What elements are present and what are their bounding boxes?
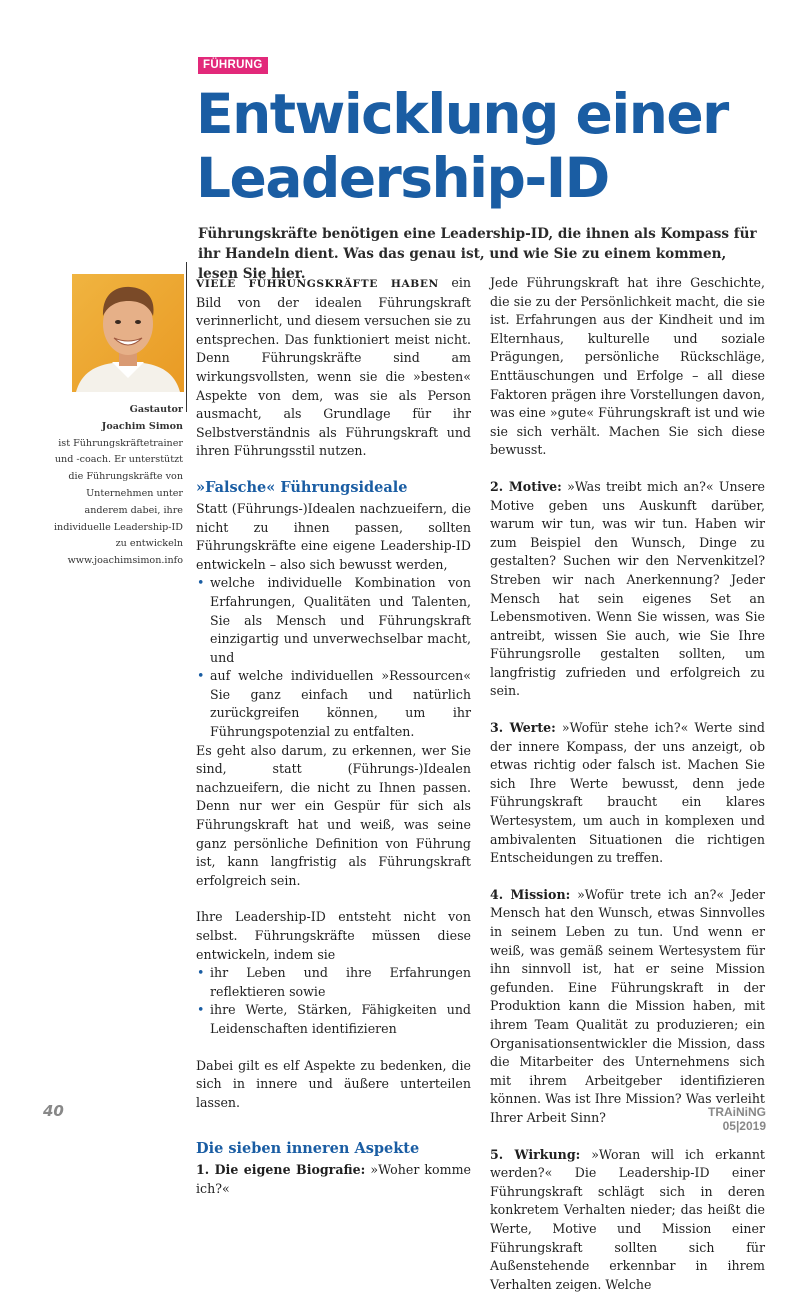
paragraph: Dabei gilt es elf Aspekte zu bedenken, die sich in innere und äußere unterteilen lassen. bbox=[196, 1057, 471, 1110]
page-number: 40 bbox=[43, 1102, 64, 1120]
column-divider bbox=[186, 262, 187, 412]
aspect-item bbox=[490, 886, 765, 1128]
intro-lead-in: VIELE FÜHRUNGSKRÄFTE HABEN bbox=[196, 278, 439, 290]
paragraph: Statt (Führungs-)Idealen nachzueifern, die nicht zu ihnen passen, sollten Führungskräfte eine eigene Leadership-ID entwickeln – also sich bewusst werden, bbox=[196, 500, 471, 572]
magazine-footer: TRAiNiNG 05|2019 bbox=[708, 1105, 766, 1133]
list-item: • ihr Leben und ihre Erfahrungen reflektieren sowie bbox=[196, 964, 471, 1001]
list-item: • auf welche individuellen »Ressourcen« Sie ganz einfach und natürlich zurückgreifen können, um ihr Führungspotenzial zu entfalten. bbox=[196, 667, 471, 741]
aspect-text: »Wofür stehe ich?« Werte sind der innere Kompass, der uns anzeigt, ob etwas richtig oder falsch ist. Machen Sie sich Ihre Werte bewusst, denn jede Führungskraft braucht ein klares Wertesystem, um auch in komplexen und ambivalenten Situationen die richtigen Entscheidungen zu treffen. bbox=[490, 720, 765, 866]
intro-paragraph bbox=[196, 274, 471, 461]
aspect-text: »Wofür trete ich an?« Jeder Mensch hat den Wunsch, etwas Sinnvolles in seinem Leben zu tun. Und wenn er weiß, was gemäß seinem Wertesystem für ihn sinnvoll ist, hat er seine Mission gefunden. Eine Führungskraft in der Produktion kann die Mission haben, mit ihrem Team Qualität zu produzieren; ein Organisationsentwickler die Mission, dass die Mitarbeiter des Unternehmens sich mit ihrem Arbeitgeber identifizieren können. Was ist Ihre Mission? Was verleiht Ihrer Arbeit Sinn? bbox=[490, 886, 765, 1125]
author-website[interactable]: www.joachimsimon.info bbox=[67, 555, 183, 567]
aspect-label: 4. Mission: bbox=[490, 886, 571, 902]
paragraph: Es geht also darum, zu erkennen, wer Sie sind, statt (Führungs-)Idealen nachzueifern, die nicht zu Ihnen passen. Denn nur wer ein Gespür für sich als Führungskraft hat und weiß, was seine ganz persönliche Definition von Führung ist, kann langfristig als Führungskraft erfolgreich sein. bbox=[196, 742, 471, 888]
aspect-text: »Woher komme ich?« bbox=[196, 1162, 471, 1196]
author-bio: ist Führungskräftetrainer und -coach. Er unterstützt die Führungskräfte von Unternehmen unter anderem dabei, ihre individuelle Leadership-ID zu entwickeln bbox=[53, 437, 183, 550]
author-name: Joachim Simon bbox=[101, 420, 183, 432]
author-caption bbox=[40, 402, 183, 570]
aspect-label: 3. Werte: bbox=[490, 720, 556, 736]
paragraph: Ihre Leadership-ID entsteht nicht von selbst. Führungskräfte müssen diese entwickeln, indem sie bbox=[196, 909, 471, 962]
article-column-1 bbox=[196, 274, 471, 1199]
aspect-label: 1. Die eigene Biografie: bbox=[196, 1162, 366, 1178]
section-tag: FÜHRUNG bbox=[198, 57, 268, 74]
aspect-item bbox=[196, 1161, 471, 1198]
aspect-text: »Woran will ich erkannt werden?« Die Leadership-ID einer Führungskraft schlägt sich in deren konkretem Verhalten nieder; das heißt die Werte, Motive und Mission einer Führungskraft sollten sich für Außenstehende erkennbar in ihrem Verhalten zeigen. Welche bbox=[490, 1146, 765, 1292]
aspect-label: 5. Wirkung: bbox=[490, 1146, 581, 1162]
article-column-2 bbox=[490, 274, 765, 1294]
intro-text: ein Bild von der idealen Führungskraft verinnerlicht, und diesem versuchen sie zu entsprechen. Das funktioniert meist nicht. Denn Führungskräfte sind am wirkungsvollsten, wenn sie die »besten« Aspekte von dem, was sie als Person ausmacht, als Grundlage für ihr Selbstverständnis als Führungskraft und ihren Führungsstil nutzen. bbox=[196, 275, 471, 459]
bullet-list bbox=[196, 574, 471, 741]
bullet-list bbox=[196, 964, 471, 1038]
aspect-text: »Was treibt mich an?« Unsere Motive geben uns Auskunft darüber, warum wir tun, was wir tun. Haben wir zum Beispiel den Wunsch, Dinge zu gestalten? Suchen wir den Nervenkitzel? Streben wir nach Anerkennung? Jeder Mensch hat sein eigenes Set an Lebensmotiven. Wenn Sie wissen, was Sie antreibt, wissen Sie auch, wie Sie Ihre Führungsrolle gestalten sollten, um langfristig zufrieden und erfolgreich zu sein. bbox=[490, 478, 765, 699]
paragraph: Jede Führungskraft hat ihre Geschichte, die sie zu der Persönlichkeit macht, die sie ist. Erfahrungen aus der Kindheit und im Elternhaus, kulturelle und soziale Prägungen, persönliche Rückschläge, Enttäuschungen und Erfolge – all diese Faktoren prägen ihre Vorstellungen davon, was eine »gute« Führungskraft ist und wie sie sich verhält. Machen Sie sich diese bewusst. bbox=[490, 275, 765, 458]
aspect-label: 2. Motive: bbox=[490, 478, 562, 494]
heading-innere-aspekte: Die sieben inneren Aspekte bbox=[196, 1140, 420, 1158]
aspect-item bbox=[490, 1146, 765, 1294]
aspect-item bbox=[490, 719, 765, 868]
author-photo bbox=[72, 274, 184, 392]
heading-falsche-fuehrungsideale: »Falsche« Führungsideale bbox=[196, 478, 408, 496]
article-title: Entwicklung einer Leadership-ID bbox=[196, 82, 728, 210]
list-item: • welche individuelle Kombination von Erfahrungen, Qualitäten und Talenten, Sie als Mensch und Führungskraft einzigartig und unverwechselbar macht, und bbox=[196, 574, 471, 667]
aspect-item bbox=[490, 478, 765, 701]
list-item: • ihre Werte, Stärken, Fähigkeiten und Leidenschaften identifizieren bbox=[196, 1001, 471, 1038]
article-lead: Führungskräfte benötigen eine Leadership-ID, die ihnen als Kompass für ihr Handeln dient. Was das genau ist, und wie Sie zu einem kommen, lesen Sie hier. bbox=[198, 226, 757, 282]
author-role: Gastautor bbox=[129, 404, 183, 415]
